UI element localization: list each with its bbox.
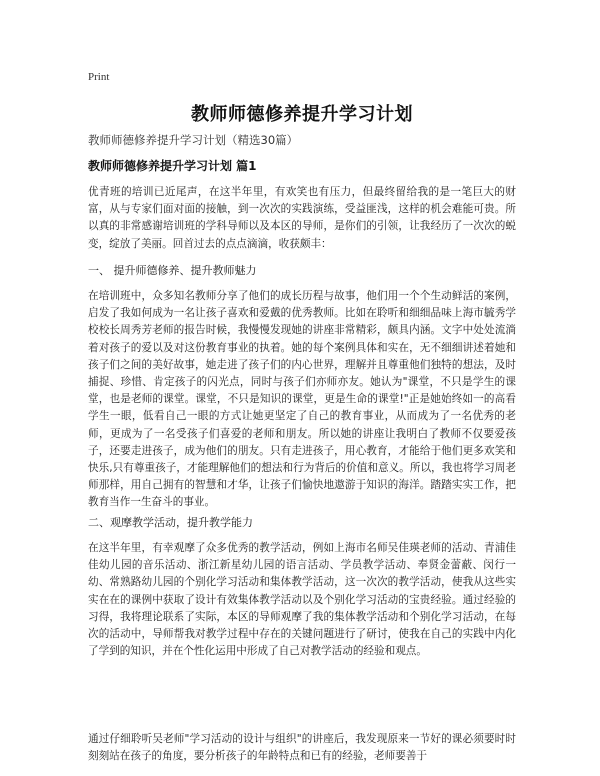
document-page [88,0,516,776]
document-subtitle: 教师师德修养提升学习计划（精选30篇） [88,133,299,147]
heading-two: 二、观摩教学活动，提升教学能力 [88,516,253,529]
print-link[interactable]: Print [88,71,110,83]
section-heading: 教师师德修养提升学习计划 篇1 [88,159,257,173]
heading-one: 一、 提升师德修养、提升教师魅力 [88,264,257,277]
paragraph-observation: 在这半年里，有幸观摩了众多优秀的教学活动，例如上海市名师吴佳瑛老师的活动、青浦佳佳幼儿园的音乐活动、浙江新星幼儿园的语言活动、学员教学活动、奉贤金蕾蔽、闵行一幼、常熟路幼儿园的个别化学习活动和集体教学活动，这一次次的教学活动，使我从这些实实在在的课例中获取了设计有效集体教学活动以及个别化学习活动的宝贵经验。通过经验的习得，我将理论联系了实际，本区的导师观摩了我的集体教学活动和个别化学习活动，在每次的活动中，导师帮我对教学过程中存在的关键问题进行了研讨，使我在自己的实践中内化了学到的知识，并在个性化运用中形成了自己对教学活动的经验和观点。 [88,542,516,658]
paragraph-lecture: 通过仔细聆听吴老师"学习活动的设计与组织"的讲座后，我发现原来一节好的课必须要时时刻刻站在孩子的角度，要分析孩子的年龄特点和已有的经验，老师要善于 [88,733,516,763]
paragraph-intro: 优青班的培训已近尾声，在这半年里，有欢笑也有压力，但最终留给我的是一笔巨大的财富，从与专家们面对面的接触，到一次次的实践演练，受益匪浅，这样的机会难能可贵。所以真的非常感谢培训班的学科导师以及本区的导师，是你们的引领，让我经历了一次次的蜕变，绽放了美丽。回首过去的点点滴滴，收获颇丰： [88,186,516,250]
paragraph-ethics: 在培训班中，众多知名教师分享了他们的成长历程与故事，他们用一个个生动鲜活的案例，启发了我如何成为一名让孩子喜欢和爱戴的优秀教师。比如在聆听和细细品味上海市毓秀学校校长周秀芳老师的报告时候，我慢慢发现她的讲座非常精彩，颇具内涵。文字中处处流淌着对孩子的爱以及对这份教育事业的执着。她的每个案例具体和实在，无不细细讲述着她和孩子们之间的美好故事，她走进了孩子们的内心世界，理解并且尊重他们独特的想法，及时捕捉、珍惜、肯定孩子的闪光点，同时与孩子们亦师亦友。她认为"课堂，不只是学生的课堂，也是老师的课堂。课堂，不只是知识的课堂，更是生命的课堂!"正是她始终如一的高看学生一眼，低看自己一眼的方式让她更坚定了自己的教育事业，从而成为了一名优秀的老师，更成为了一名受孩子们喜爱的老师和朋友。所以她的讲座让我明白了教师不仅要爱孩子，还要走进孩子，成为他们的朋友。只有走进孩子，用心教育，才能给于他们更多欢笑和快乐,只有尊重孩子，才能理解他们的想法和行为背后的价值和意义。所以，我也将学习周老师那样，用自己拥有的智慧和才华，让孩子们愉快地遨游于知识的海洋。踏踏实实工作，把教育当作一生奋斗的事业。 [88,290,516,509]
document-title: 教师师德修养提升学习计划 [191,104,413,125]
